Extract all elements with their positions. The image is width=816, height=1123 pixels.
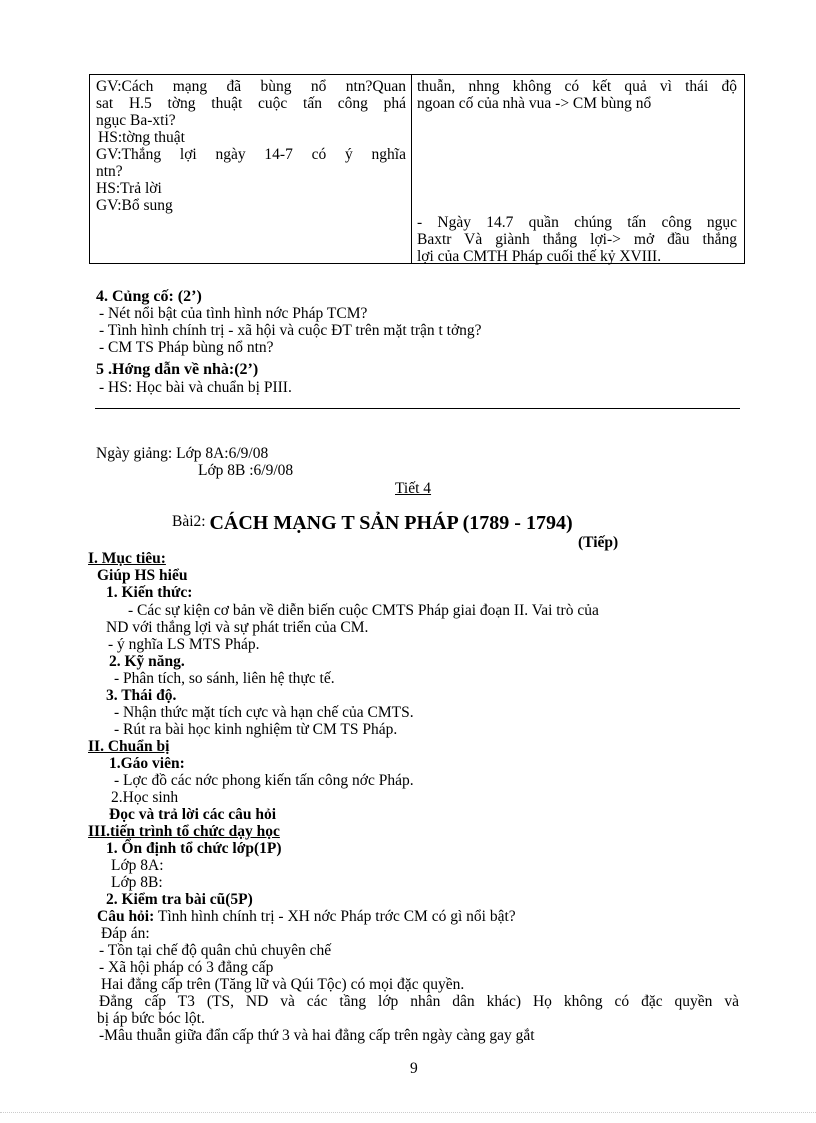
lesson-title-main: CÁCH MẠNG T SẢN PHÁP (1789 - 1794) [209, 512, 573, 534]
objectives-intro: Giúp HS hiểu [97, 567, 188, 584]
question-text: Tình hình chính trị - XH nớc Pháp trớc CM có gì nổi bật? [154, 908, 516, 925]
skills-heading: 2. Kỹ năng. [109, 653, 185, 670]
attitude-item: - Nhận thức mặt tích cực và hạn chế của CMTS. [114, 704, 414, 721]
knowledge-heading: 1. Kiến thức: [106, 584, 193, 601]
question-label: Câu hỏi: [97, 908, 155, 925]
content-column-bottom [417, 214, 737, 265]
answer-line: bị áp bức bóc lột. [97, 1010, 205, 1027]
preparation-heading: II. Chuẩn bị [88, 738, 170, 755]
table-left-line: ngục Ba-xti? [96, 112, 176, 129]
knowledge-line: - ý nghĩa LS MTS Pháp. [108, 636, 260, 653]
attitude-item: - Rút ra bài học kinh nghiệm từ CM TS Pháp. [114, 721, 398, 738]
table-left-line: HS:tờng thuật [98, 129, 185, 146]
lesson-title-sub: (Tiếp) [578, 534, 619, 551]
date-line: Lớp 8B :6/9/08 [198, 462, 294, 479]
step2-heading: 2. Kiểm tra bài cũ(5P) [106, 891, 253, 908]
table-right-line: lợi của CMTH Pháp cuối thế kỷ XVIII. [417, 248, 662, 265]
objectives-heading: I. Mục tiêu: [88, 550, 166, 567]
page-number: 9 [410, 1060, 418, 1077]
class-line: Lớp 8B: [111, 874, 163, 891]
step1-heading: 1. Ổn định tổ chức lớp(1P) [106, 840, 282, 857]
knowledge-line: - Các sự kiện cơ bản về diễn biến cuộc CMTS Pháp giai đoạn II. Vai trò của [128, 602, 599, 619]
lesson-title-prefix: Bài2: [172, 513, 206, 530]
table-left-line: ntn? [96, 163, 123, 180]
table-right-line: Baxtr Và giành thắng lợi-> mở đầu thắng [417, 231, 737, 248]
homework-item: - HS: Học bài và chuẩn bị PIII. [99, 379, 292, 396]
page-bottom-rule [0, 1112, 816, 1114]
answer-line: Hai đẳng cấp trên (Tăng lữ và Qúi Tộc) có mọi đặc quyền. [101, 976, 465, 993]
question-line [97, 908, 516, 925]
teacher-student-column [96, 78, 406, 214]
knowledge-line: ND với thắng lợi và sự phát triển của CM. [106, 619, 369, 636]
attitude-heading: 3. Thái độ. [106, 687, 177, 704]
content-column [417, 78, 737, 112]
consolidate-item: - Tình hình chính trị - xã hội và cuộc ĐT trên mặt trận t tởng? [99, 322, 482, 339]
section-separator [95, 408, 740, 409]
consolidate-heading: 4. Củng cố: (2’) [96, 288, 202, 305]
answer-line: - Xã hội pháp có 3 đẳng cấp [99, 959, 274, 976]
homework-heading: 5 .Hớng dẫn về nhà:(2’) [96, 361, 259, 378]
teacher-heading: 1.Gáo viên: [109, 755, 185, 772]
consolidate-item: - Nét nổi bật của tình hình nớc Pháp TCM? [99, 305, 368, 322]
table-left-line: GV:Bổ sung [96, 197, 173, 214]
table-right-line: thuẫn, nhng không có kết quả vì thái độ [417, 78, 737, 95]
table-right-line: ngoan cố của nhà vua -> CM bùng nổ [417, 95, 652, 112]
lesson-number: Tiết 4 [395, 480, 432, 497]
table-divider [411, 75, 412, 263]
process-heading: III.tiến trình tổ chức dạy học [88, 823, 280, 840]
answer-line: -Mâu thuẫn giữa đẩn cấp thứ 3 và hai đẳng cấp trên ngày càng gay gắt [99, 1027, 535, 1044]
table-right-line: - Ngày 14.7 quần chúng tấn công ngục [417, 214, 737, 231]
class-line: Lớp 8A: [111, 857, 164, 874]
table-left-line: HS:Trả lời [96, 180, 162, 197]
answer-line: - Tồn tại chế độ quân chủ chuyên chế [99, 942, 332, 959]
lesson-title [172, 512, 573, 535]
consolidate-item: - CM TS Pháp bùng nổ ntn? [99, 339, 274, 356]
date-line: Ngày giảng: Lớp 8A:6/9/08 [96, 445, 269, 462]
answer-line: Đẳng cấp T3 (TS, ND và các tầng lớp nhân dân khác) Họ không có đặc quyền và [99, 993, 739, 1010]
skills-item: - Phân tích, so sánh, liên hệ thực tế. [114, 670, 335, 687]
table-left-line: GV:Cách mạng đã bùng nổ ntn?Quan [96, 78, 406, 95]
table-left-line: sat H.5 tờng thuật cuộc tấn công phá [96, 95, 406, 112]
lesson-table [89, 74, 745, 264]
table-left-line: GV:Thắng lợi ngày 14-7 có ý nghĩa [96, 146, 406, 163]
teacher-item: - Lợc đồ các nớc phong kiến tấn công nớc Pháp. [114, 772, 414, 789]
answer-label: Đáp án: [101, 925, 150, 942]
student-item: Đọc và trả lời các câu hỏi [109, 806, 276, 823]
student-heading: 2.Học sinh [111, 789, 179, 806]
